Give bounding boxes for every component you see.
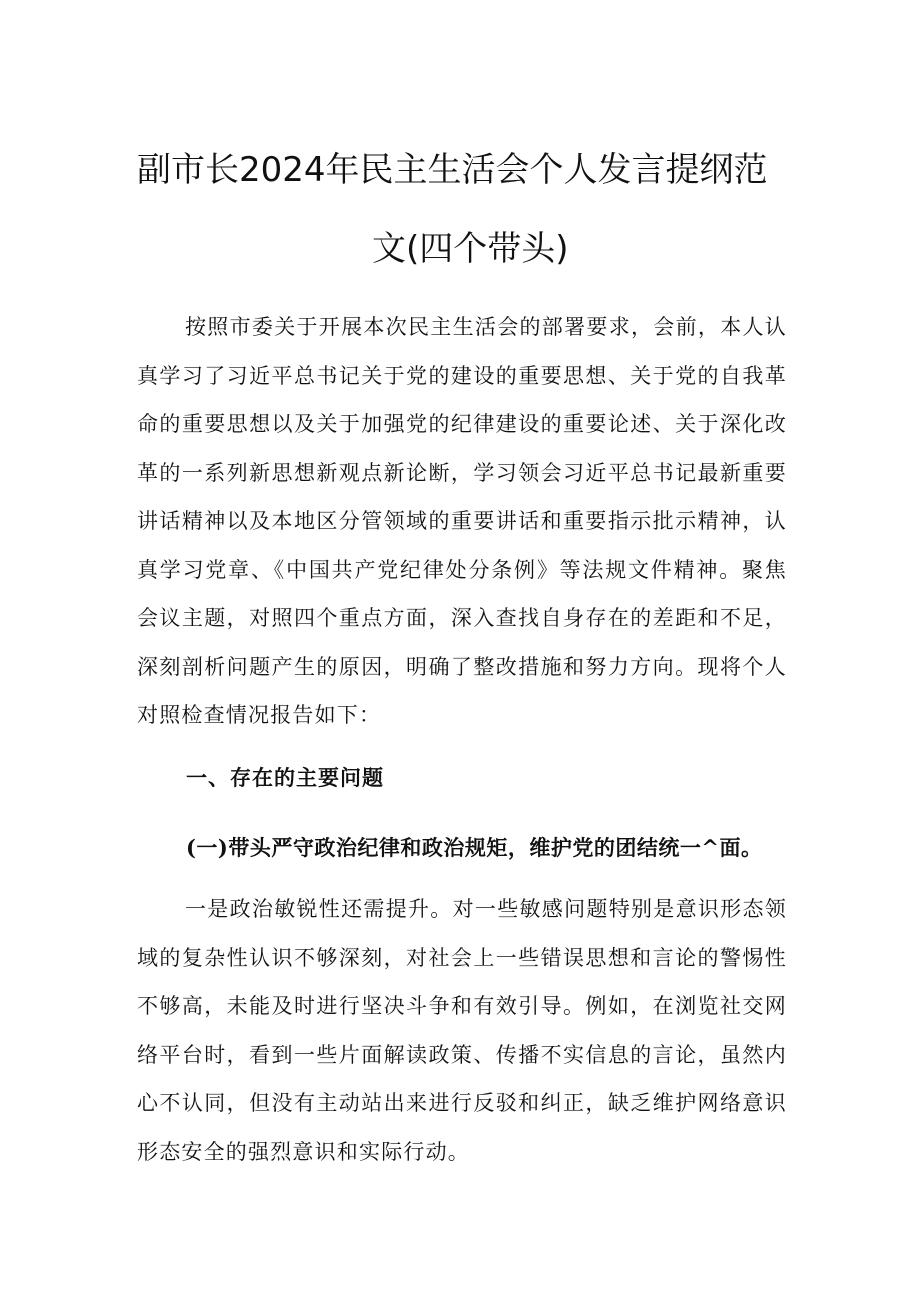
document-title-line-2: 文(四个带头)	[372, 229, 569, 269]
subsection-heading: (一)带头严守政治纪律和政治规矩，维护党的团结统一^面。	[186, 835, 763, 860]
body-paragraph: 一是政治敏锐性还需提升。对一些敏感问题特别是意识形态领域的复杂性认识不够深刻，对社会上一些错误思想和言论的警惕性不够高，未能及时进行坚决斗争和有效引导。例如，在浏览社交网络平台时，看到一些片面解读政策、传播不实信息的言论，虽然内心不认同，但没有主动站出来进行反驳和纠正，缺乏维护网络意识形态安全的强烈意识和实际行动。	[137, 897, 787, 1164]
document-title-line-1: 副市长2024年民主生活会个人发言提纲范	[137, 150, 768, 190]
section-heading: 一、存在的主要问题	[186, 765, 384, 790]
intro-paragraph: 按照市委关于开展本次民主生活会的部署要求，会前，本人认真学习了习近平总书记关于党的建设的重要思想、关于党的自我革命的重要思想以及关于加强党的纪律建设的重要论述、关于深化改革的一系列新思想新观点新论断，学习领会习近平总书记最新重要讲话精神以及本地区分管领域的重要讲话和重要指示批示精神，认真学习党章、《中国共产党纪律处分条例》等法规文件精神。聚焦会议主题，对照四个重点方面，深入查找自身存在的差距和不足，深刻剖析问题产生的原因，明确了整改措施和努力方向。现将个人对照检查情况报告如下：	[137, 315, 787, 727]
